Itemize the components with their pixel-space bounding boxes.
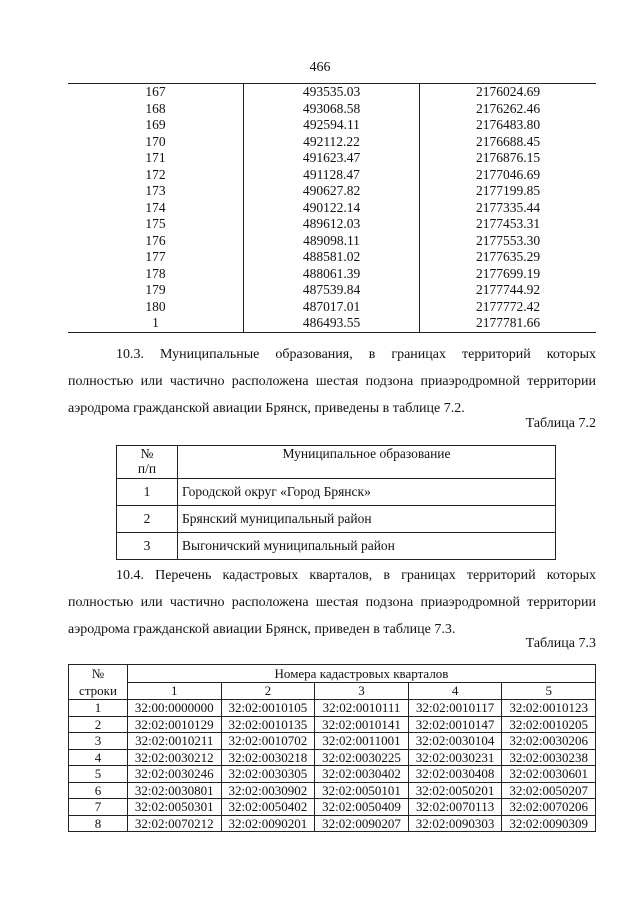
cadastral-number: 32:02:0050409	[315, 799, 409, 816]
cadastral-number: 32:02:0030218	[221, 749, 315, 766]
paragraph-10-3	[68, 341, 596, 422]
cadastral-number: 32:02:0010117	[408, 700, 502, 717]
table-row	[68, 315, 596, 332]
table-cell: 2177635.29	[420, 249, 597, 266]
cadastral-number: 32:02:0030801	[128, 782, 222, 799]
cadastral-number: 32:02:0010147	[408, 716, 502, 733]
table-cell: 2177046.69	[420, 167, 597, 184]
table-cell: 490122.14	[244, 200, 420, 217]
row-number: 8	[69, 815, 128, 832]
table-cell: 489612.03	[244, 216, 420, 233]
table-row	[68, 167, 596, 184]
table-cell: 2176483.80	[420, 117, 597, 134]
table-cell: 179	[145, 282, 166, 297]
cadastral-number: 32:02:0030238	[502, 749, 596, 766]
table-row	[68, 101, 596, 118]
table-row	[68, 266, 596, 283]
table-cell: 487017.01	[244, 299, 420, 316]
paragraph-line: полностью или частично расположена шестая подзона приаэродромной территории	[68, 595, 596, 610]
cadastral-number: 32:02:0010205	[502, 716, 596, 733]
cadastral-number: 32:02:0050402	[221, 799, 315, 816]
table-cell: 174	[145, 199, 166, 215]
page-number: 466	[309, 60, 331, 75]
table-row	[68, 299, 596, 316]
row-number: 2	[117, 506, 178, 533]
table-cell: 2177199.85	[420, 183, 597, 200]
paragraph-line: аэродрома гражданской авиации Брянск, приведен в таблице 7.3.	[68, 622, 456, 637]
municipal-table	[116, 445, 556, 560]
cadastral-number: 32:02:0030402	[315, 766, 409, 783]
table-cell: 2177335.44	[420, 200, 597, 217]
row-number: 4	[69, 749, 128, 766]
table-row	[68, 183, 596, 200]
cadastral-number: 32:02:0010211	[128, 733, 222, 750]
column-number: 1	[128, 682, 222, 700]
table-row	[68, 134, 596, 151]
table-cell: 2176876.15	[420, 150, 597, 167]
municipality-name: Брянский муниципальный район	[178, 506, 556, 533]
coordinates-table	[68, 83, 596, 333]
paragraph-line: аэродрома гражданской авиации Брянск, приведены в таблице 7.2.	[68, 401, 465, 416]
cadastral-number: 32:02:0010111	[315, 700, 409, 717]
cadastral-number: 32:02:0030225	[315, 749, 409, 766]
table-cell: 2177553.30	[420, 233, 597, 250]
cadastral-number: 32:02:0090303	[408, 815, 502, 832]
table-row	[117, 506, 556, 533]
cadastral-number: 32:02:0011001	[315, 733, 409, 750]
table-cell: 2176688.45	[420, 134, 597, 151]
table-cell: 488061.39	[244, 266, 420, 283]
header-municipality: Муниципальное образование	[178, 446, 556, 479]
table-cell: 2177781.66	[420, 315, 597, 332]
paragraph-line: 10.3. Муниципальные образования, в границах территорий которых	[116, 347, 596, 362]
table-cell: 489098.11	[244, 233, 420, 250]
column-number: 4	[408, 682, 502, 700]
cadastral-number: 32:02:0030305	[221, 766, 315, 783]
table-cell: 167	[68, 84, 244, 101]
table-row	[68, 233, 596, 250]
table-cell: 488581.02	[244, 249, 420, 266]
table-cell: 168	[145, 100, 166, 116]
table-cell: 170	[145, 133, 166, 149]
cadastral-number: 32:02:0070212	[128, 815, 222, 832]
table-row	[69, 716, 596, 733]
table-cell: 176	[145, 232, 166, 248]
table-cell: 180	[145, 298, 166, 314]
cadastral-number: 32:02:0010702	[221, 733, 315, 750]
table-row	[69, 749, 596, 766]
cadastral-number: 32:02:0010141	[315, 716, 409, 733]
table-row	[68, 282, 596, 299]
header-number: № п/п	[117, 446, 178, 479]
cadastral-number: 32:02:0010135	[221, 716, 315, 733]
table-row	[68, 249, 596, 266]
table-cell: 2177772.42	[420, 299, 597, 316]
table-cell: 487539.84	[244, 282, 420, 299]
table-cell: 171	[145, 150, 166, 165]
table-cell: 492112.22	[244, 134, 420, 151]
cadastral-number: 32:02:0010105	[221, 700, 315, 717]
table-row	[69, 799, 596, 816]
table-cell: 177	[145, 249, 166, 264]
table-cell: 493535.03	[244, 84, 420, 101]
table-cell: 173	[145, 183, 166, 198]
cadastral-number: 32:02:0030246	[128, 766, 222, 783]
row-number: 1	[117, 479, 178, 506]
table-7-2-caption: Таблица 7.2	[525, 416, 596, 431]
cadastral-number: 32:02:0090201	[221, 815, 315, 832]
cadastral-number: 32:02:0030212	[128, 749, 222, 766]
cadastral-number: 32:02:0070113	[408, 799, 502, 816]
cadastral-number: 32:02:0050301	[128, 799, 222, 816]
column-number: 3	[315, 682, 409, 700]
cadastral-number: 32:00:0000000	[128, 700, 222, 717]
table-row	[69, 700, 596, 717]
table-cell: 491128.47	[244, 167, 420, 184]
row-number: 3	[117, 533, 178, 560]
table-cell: 2177699.19	[420, 266, 597, 283]
municipality-name: Выгоничский муниципальный район	[178, 533, 556, 560]
table-row	[68, 150, 596, 167]
table-cell: 490627.82	[244, 183, 420, 200]
header-cadastral-group: Номера кадастровых кварталов	[128, 665, 596, 683]
table-cell: 172	[145, 166, 166, 182]
header-row-number: № строки	[69, 665, 128, 700]
table-cell: 175	[145, 216, 166, 231]
table-cell: 169	[145, 117, 166, 132]
cadastral-number: 32:02:0070206	[502, 799, 596, 816]
table-cell: 2177453.31	[420, 216, 597, 233]
cadastral-number: 32:02:0050201	[408, 782, 502, 799]
row-number: 5	[69, 766, 128, 783]
table-row	[117, 533, 556, 560]
row-number: 3	[69, 733, 128, 750]
table-row	[68, 200, 596, 217]
cadastral-table	[68, 664, 596, 832]
table-row	[69, 782, 596, 799]
cadastral-number: 32:02:0030104	[408, 733, 502, 750]
cadastral-number: 32:02:0090207	[315, 815, 409, 832]
table-cell: 2177744.92	[420, 282, 597, 299]
paragraph-line: 10.4. Перечень кадастровых кварталов, в границах территорий которых	[116, 568, 596, 583]
cadastral-number: 32:02:0090309	[502, 815, 596, 832]
cadastral-number: 32:02:0030601	[502, 766, 596, 783]
table-cell: 178	[145, 265, 166, 281]
cadastral-number: 32:02:0050207	[502, 782, 596, 799]
table-cell: 492594.11	[244, 117, 420, 134]
row-number: 6	[69, 782, 128, 799]
column-number: 5	[502, 682, 596, 700]
table-row	[68, 216, 596, 233]
row-number: 7	[69, 799, 128, 816]
municipality-name: Городской округ «Город Брянск»	[178, 479, 556, 506]
table-7-3-caption: Таблица 7.3	[525, 636, 596, 651]
table-cell: 1	[68, 315, 244, 332]
table-row	[68, 84, 596, 101]
table-cell: 2176262.46	[420, 101, 597, 118]
cadastral-number: 32:02:0030902	[221, 782, 315, 799]
table-row	[69, 766, 596, 783]
paragraph-line: полностью или частично расположена шестая подзона приаэродромной территории	[68, 374, 596, 389]
cadastral-number: 32:02:0030206	[502, 733, 596, 750]
cadastral-number: 32:02:0010123	[502, 700, 596, 717]
column-number: 2	[221, 682, 315, 700]
cadastral-number: 32:02:0030231	[408, 749, 502, 766]
cadastral-number: 32:02:0010129	[128, 716, 222, 733]
cadastral-number: 32:02:0030408	[408, 766, 502, 783]
table-cell: 493068.58	[244, 101, 420, 118]
table-cell: 491623.47	[244, 150, 420, 167]
row-number: 2	[69, 716, 128, 733]
table-row	[117, 479, 556, 506]
table-row	[68, 117, 596, 134]
row-number: 1	[69, 700, 128, 717]
table-row	[69, 815, 596, 832]
cadastral-number: 32:02:0050101	[315, 782, 409, 799]
table-cell: 486493.55	[244, 315, 420, 332]
paragraph-10-4	[68, 562, 596, 643]
table-cell: 2176024.69	[420, 84, 597, 101]
table-row	[69, 733, 596, 750]
